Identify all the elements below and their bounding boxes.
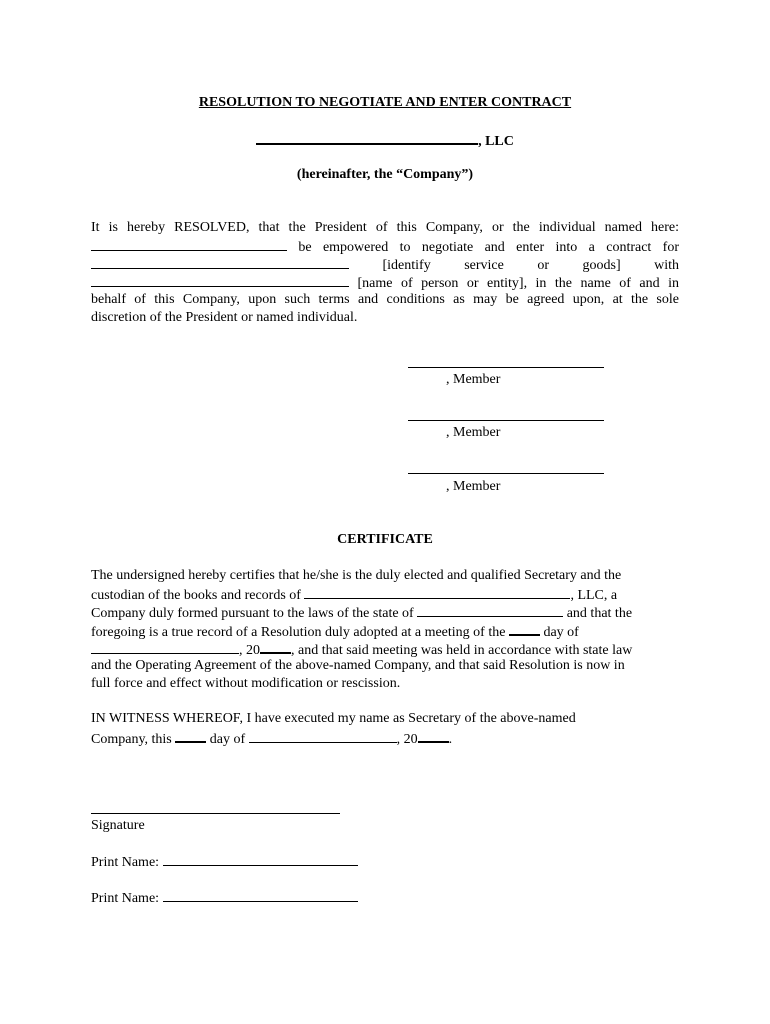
individual-name-blank[interactable] [91, 237, 287, 251]
certificate-line-6: and the Operating Agreement of the above-named Company, and that said Resolution is now in [91, 658, 625, 673]
resolution-paragraph [91, 219, 679, 327]
secretary-signature-line[interactable] [91, 813, 340, 814]
member-signature-line-2[interactable] [408, 420, 604, 421]
member-signature-line-3[interactable] [408, 473, 604, 474]
state-blank[interactable] [417, 603, 563, 617]
witness-line-2d: . [448, 732, 453, 747]
witness-line-2a: Company, this [91, 732, 172, 747]
hereinafter-line: (hereinafter, the “Company”) [296, 167, 474, 182]
print-name-row-2 [91, 888, 358, 908]
certificate-paragraph [91, 567, 679, 693]
witness-line-2c: , 20 [396, 732, 418, 747]
resolution-line-4-text: [name of person or entity], in the name of and in [357, 276, 680, 291]
resolution-line-3-text: [identify service or goods] with [382, 258, 679, 273]
resolution-line-2 [91, 237, 679, 255]
meeting-month-blank[interactable] [91, 640, 239, 654]
certificate-line-2 [91, 585, 679, 603]
witness-year-blank[interactable] [418, 728, 449, 743]
certificate-heading: CERTIFICATE [337, 532, 433, 547]
print-name-label-2: Print Name: [91, 891, 160, 906]
meeting-year-blank[interactable] [260, 639, 291, 654]
certificate-line-4a: foregoing is a true record of a Resolution duly adopted at a meeting of the [91, 625, 506, 640]
certificate-line-5b: , and that said meeting was held in accordance with state law [291, 643, 633, 658]
print-name-blank-1[interactable] [163, 852, 358, 866]
certificate-line-3a: Company duly formed pursuant to the laws of the state of [91, 606, 414, 621]
print-name-row-1 [91, 852, 358, 872]
certificate-line-4 [91, 621, 679, 639]
signature-label: Signature [91, 818, 145, 833]
llc-suffix: , LLC [478, 134, 514, 149]
certificate-line-2b: , LLC, a [570, 588, 618, 603]
certificate-line-4b: day of [543, 625, 579, 640]
witness-paragraph [91, 710, 679, 746]
member-label-1: , Member [446, 372, 501, 387]
witness-line-2b: day of [209, 732, 246, 747]
custodian-llc-blank[interactable] [304, 585, 570, 599]
certificate-line-3 [91, 603, 679, 621]
resolution-line-3 [91, 255, 679, 273]
resolution-line-4 [91, 273, 679, 291]
certificate-line-2a: custodian of the books and records of [91, 588, 301, 603]
witness-month-blank[interactable] [249, 729, 397, 743]
meeting-day-blank[interactable] [509, 621, 540, 636]
print-name-label-1: Print Name: [91, 855, 160, 870]
resolution-line-5: behalf of this Company, upon such terms and conditions as may be agreed upon, at the sole [91, 292, 679, 307]
witness-line-2 [91, 728, 679, 746]
resolution-line-2-text: be empowered to negotiate and enter into a contract for [298, 240, 680, 255]
company-name-blank[interactable] [256, 130, 478, 145]
witness-day-blank[interactable] [175, 728, 206, 743]
member-label-3: , Member [446, 479, 501, 494]
document-title: RESOLUTION TO NEGOTIATE AND ENTER CONTRACT [198, 95, 572, 110]
member-label-2: , Member [446, 425, 501, 440]
company-name-line [0, 130, 770, 151]
certificate-line-5 [91, 639, 679, 657]
resolution-line-1: It is hereby RESOLVED, that the President of this Company, or the individual named here: [91, 220, 679, 235]
certificate-line-1: The undersigned hereby certifies that he/she is the duly elected and qualified Secretary and the [91, 568, 622, 583]
person-entity-blank[interactable] [91, 273, 349, 287]
witness-line-1: IN WITNESS WHEREOF, I have executed my name as Secretary of the above-named [91, 711, 576, 726]
certificate-line-7: full force and effect without modification or rescission. [91, 676, 401, 691]
print-name-blank-2[interactable] [163, 888, 358, 902]
certificate-line-3b: and that the [566, 606, 633, 621]
resolution-line-6: discretion of the President or named individual. [91, 310, 358, 325]
member-signature-line-1[interactable] [408, 367, 604, 368]
service-goods-blank[interactable] [91, 255, 349, 269]
certificate-line-5a: , 20 [239, 643, 260, 658]
